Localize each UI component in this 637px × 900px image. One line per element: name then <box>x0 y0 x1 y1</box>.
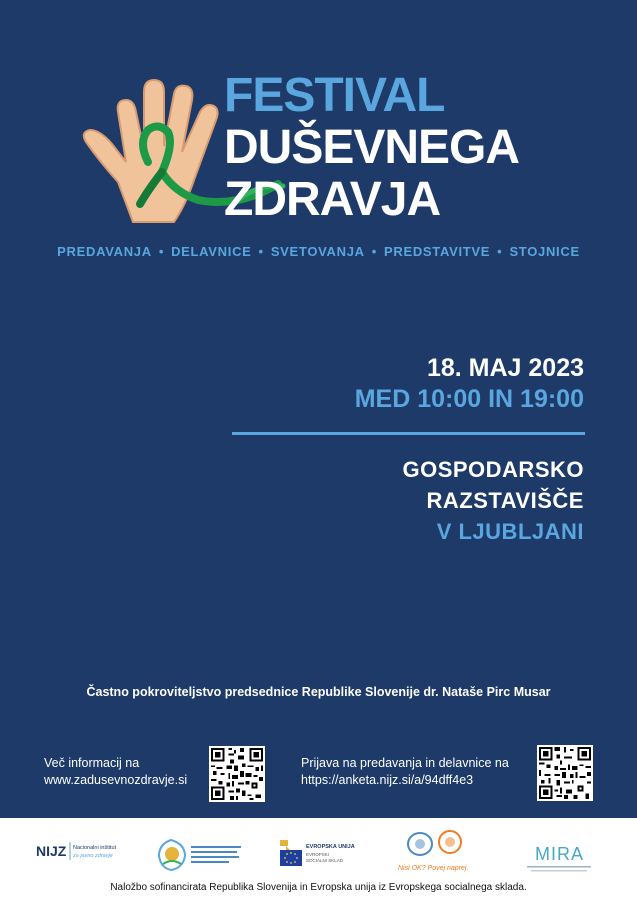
activities-list <box>0 244 637 259</box>
nijz-logo-icon <box>36 826 128 878</box>
qr-code-website[interactable] <box>209 746 265 802</box>
svg-text:NIJZ: NIJZ <box>36 843 67 859</box>
svg-text:EVROPSKA UNIJA: EVROPSKA UNIJA <box>306 844 355 850</box>
registration-block <box>301 755 509 789</box>
eu-flag-icon <box>278 826 368 878</box>
svg-text:MIRA: MIRA <box>535 844 584 864</box>
sponsor-strip <box>0 818 637 900</box>
svg-text:SOCIALNI SKLAD: SOCIALNI SKLAD <box>306 858 344 863</box>
activity-item: DELAVNICE <box>171 244 252 259</box>
activity-item: SVETOVANJA <box>270 244 365 259</box>
title-festival: FESTIVAL <box>224 69 445 122</box>
venue-line-2: RAZSTAVIŠČE <box>426 488 584 513</box>
title-zdravja: ZDRAVJA <box>224 173 441 226</box>
svg-text:EVROPSKI: EVROPSKI <box>306 852 330 857</box>
svg-text:za javno zdravje: za javno zdravje <box>73 853 113 859</box>
more-info-link[interactable]: www.zadusevnozdravje.si <box>44 773 188 787</box>
bullet-separator: • <box>497 244 503 259</box>
title-dusevnega: DUŠEVNEGA <box>224 121 520 174</box>
svg-text:Nisi OK? Povej naprej.: Nisi OK? Povej naprej. <box>398 865 469 872</box>
more-info-label: Več informacij na <box>44 756 140 770</box>
activity-item: STOJNICE <box>509 244 580 259</box>
event-time: MED 10:00 IN 19:00 <box>354 385 584 413</box>
activity-item: PREDSTAVITVE <box>384 244 491 259</box>
svg-text:Nacionalni inštitut: Nacionalni inštitut <box>73 845 117 851</box>
more-info-block <box>44 755 187 789</box>
bullet-separator: • <box>258 244 264 259</box>
divider <box>232 432 585 435</box>
patronage-text: Častno pokroviteljstvo predsednice Republike Slovenije dr. Nataše Pirc Musar <box>86 685 551 699</box>
registration-link[interactable]: https://anketa.nijz.si/a/94dff4e3 <box>301 773 474 787</box>
event-date: 18. MAJ 2023 <box>426 354 584 382</box>
qr-code-icon <box>537 745 593 801</box>
mira-logo-icon <box>517 826 601 878</box>
qr-code-icon <box>209 746 265 802</box>
qr-code-registration[interactable] <box>537 745 593 801</box>
bullet-separator: • <box>158 244 165 259</box>
venue-line-3: V LJUBLJANI <box>436 519 584 544</box>
bullet-separator: • <box>371 244 378 259</box>
registration-label: Prijava na predavanja in delavnice na <box>301 756 509 770</box>
ministry-logo-icon <box>155 826 247 878</box>
nisi-ok-logo-icon <box>394 826 480 878</box>
activity-item: PREDAVANJA <box>57 244 152 259</box>
venue-line-1: GOSPODARSKO <box>402 457 584 482</box>
funding-footnote: Naložbo sofinancirata Republika Slovenija in Evropska unija iz Evropskega socialnega sklada. <box>110 882 527 893</box>
sponsor-logos <box>0 826 637 878</box>
